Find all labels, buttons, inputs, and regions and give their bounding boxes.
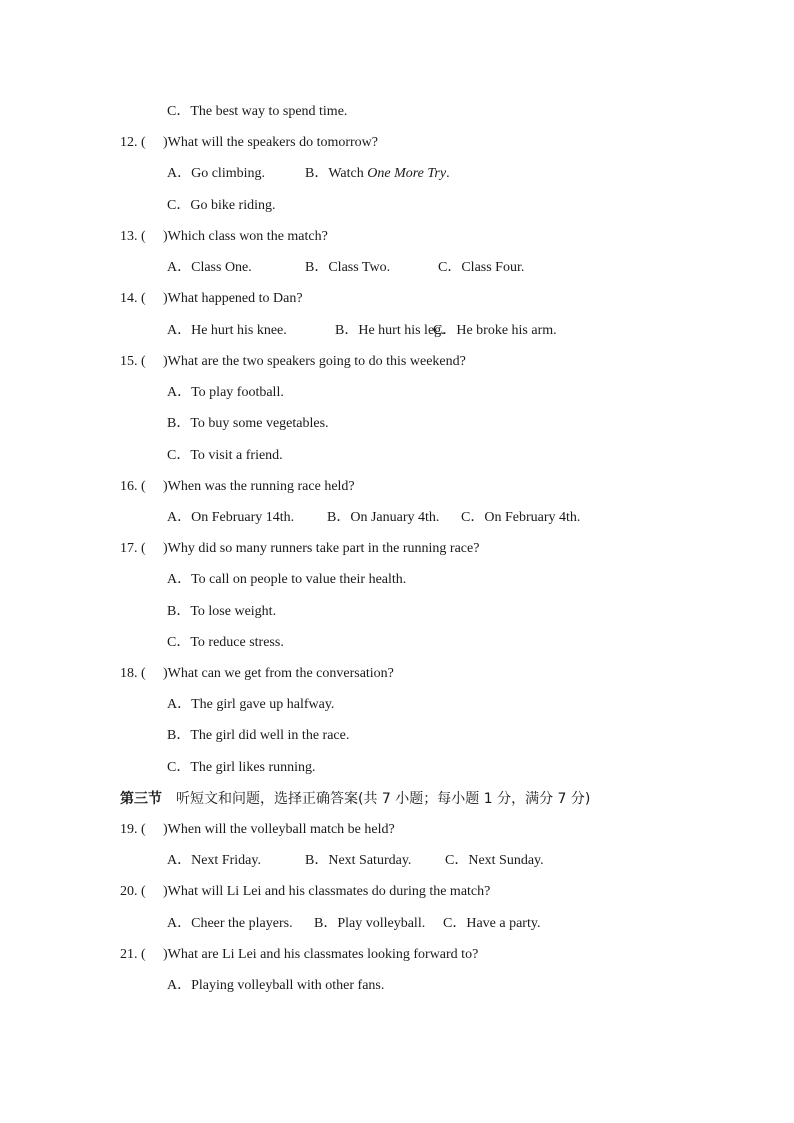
question-text: )When was the running race held? (163, 479, 355, 494)
question-number: 19. (120, 822, 138, 837)
answer-blank: ( (141, 947, 146, 962)
answer-blank: ( (141, 229, 146, 244)
question-13 (120, 228, 328, 246)
question-number: 12. (120, 135, 138, 150)
question-number: 16. (120, 479, 138, 494)
answer-blank: ( (141, 479, 146, 494)
option-20c: C．Have a party. (443, 916, 541, 931)
section-heading (120, 790, 590, 808)
question-20 (120, 883, 490, 901)
answer-blank: ( (141, 666, 146, 681)
section-title: 听短文和问题，选择正确答案(共 7 小题；每小题 1 分，满分 7 分) (176, 791, 591, 807)
option-16a: A．On February 14th. (167, 510, 295, 525)
option-11c: C．The best way to spend time. (167, 104, 348, 119)
option-12a: A．Go climbing. (167, 166, 265, 181)
question-text: )Why did so many runners take part in the running race? (163, 541, 480, 556)
option-16b: B．On January 4th. (327, 510, 440, 525)
option-16c: C．On February 4th. (461, 510, 581, 525)
answer-blank: ( (141, 135, 146, 150)
question-21 (120, 946, 478, 964)
option-21a: A．Playing volleyball with other fans. (167, 978, 385, 993)
options-16 (167, 509, 727, 527)
question-17 (120, 540, 479, 558)
option-17c: C．To reduce stress. (167, 635, 284, 650)
option-12b: B．Watch One More Try. (305, 166, 450, 181)
question-text: )What are the two speakers going to do this weekend? (163, 354, 466, 369)
answer-blank: ( (141, 354, 146, 369)
question-number: 20. (120, 884, 138, 899)
answer-blank: ( (141, 541, 146, 556)
question-text: )What will the speakers do tomorrow? (163, 135, 378, 150)
option-20b: B．Play volleyball. (314, 916, 426, 931)
question-number: 17. (120, 541, 138, 556)
question-text: )What happened to Dan? (163, 291, 303, 306)
option-15c: C．To visit a friend. (167, 448, 283, 463)
question-number: 13. (120, 229, 138, 244)
options-14 (167, 322, 727, 340)
option-14a: A．He hurt his knee. (167, 323, 287, 338)
option-14c: C．He broke his arm. (433, 323, 557, 338)
option-17b: B．To lose weight. (167, 604, 277, 619)
section-number: 第三节 (120, 791, 162, 807)
option-13b: B．Class Two. (305, 260, 391, 275)
option-20a: A．Cheer the players. (167, 916, 293, 931)
question-text: )What can we get from the conversation? (163, 666, 394, 681)
question-number: 18. (120, 666, 138, 681)
question-16 (120, 478, 355, 496)
option-19a: A．Next Friday. (167, 853, 261, 868)
question-text: )When will the volleyball match be held? (163, 822, 395, 837)
question-18 (120, 665, 394, 683)
option-18b: B．The girl did well in the race. (167, 728, 350, 743)
answer-blank: ( (141, 884, 146, 899)
question-number: 14. (120, 291, 138, 306)
question-15 (120, 353, 466, 371)
question-text: )Which class won the match? (163, 229, 328, 244)
question-text: )What are Li Lei and his classmates looking forward to? (163, 947, 479, 962)
option-17a: A．To call on people to value their health. (167, 572, 407, 587)
option-19c: C．Next Sunday. (445, 853, 544, 868)
option-18c: C．The girl likes running. (167, 760, 316, 775)
question-number: 15. (120, 354, 138, 369)
option-14b: B．He hurt his leg. (335, 323, 445, 338)
option-12c: C．Go bike riding. (167, 198, 276, 213)
question-number: 21. (120, 947, 138, 962)
options-20 (167, 915, 727, 933)
option-19b: B．Next Saturday. (305, 853, 412, 868)
options-12ab (167, 165, 727, 183)
option-15a: A．To play football. (167, 385, 284, 400)
question-text: )What will Li Lei and his classmates do during the match? (163, 884, 491, 899)
option-15b: B．To buy some vegetables. (167, 416, 329, 431)
option-13a: A．Class One. (167, 260, 252, 275)
question-19 (120, 821, 395, 839)
question-14 (120, 290, 303, 308)
answer-blank: ( (141, 291, 146, 306)
option-18a: A．The girl gave up halfway. (167, 697, 335, 712)
answer-blank: ( (141, 822, 146, 837)
options-19 (167, 852, 727, 870)
option-13c: C．Class Four. (438, 260, 525, 275)
options-13 (167, 259, 727, 277)
question-12 (120, 134, 378, 152)
